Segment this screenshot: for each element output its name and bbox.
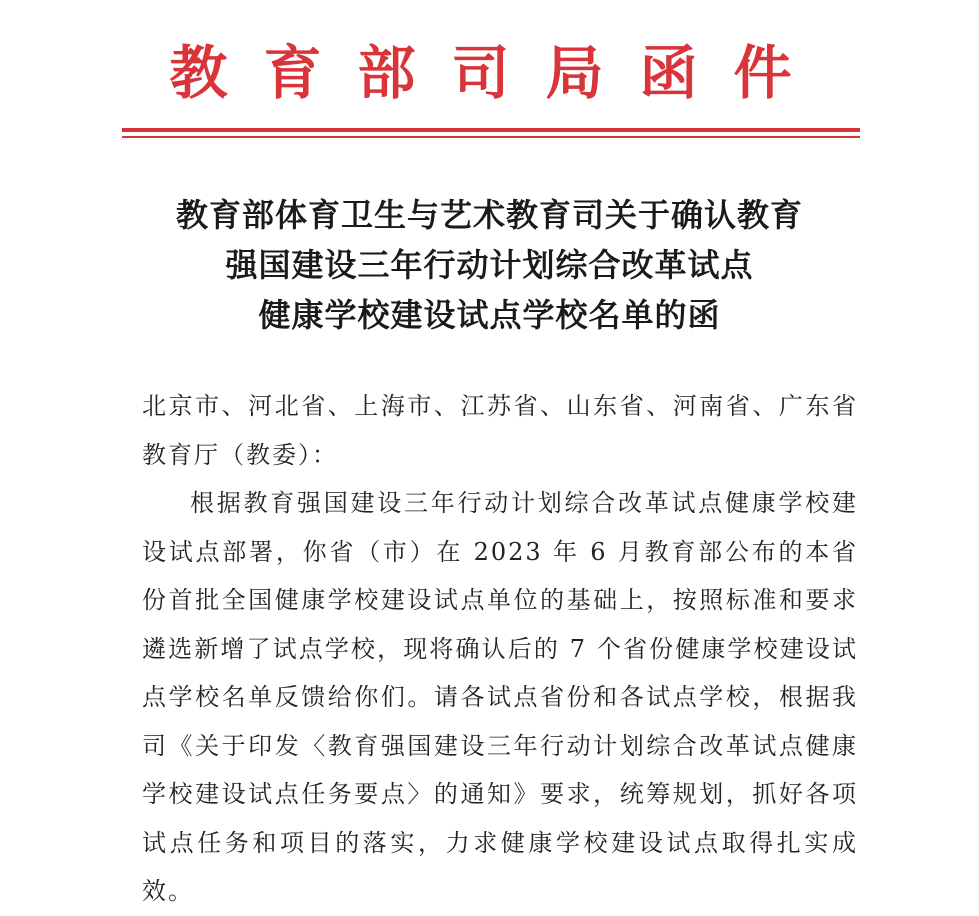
document-title: [0, 190, 979, 340]
letterhead-rule-thick: [122, 128, 860, 132]
addressee: 北京市、河北省、上海市、江苏省、山东省、河南省、广东省教育厅（教委）：: [142, 392, 858, 469]
letterhead-rule-thin: [122, 136, 860, 138]
document-title-line-1: 教育部体育卫生与艺术教育司关于确认教育: [175, 196, 803, 234]
document-body: [142, 382, 858, 916]
letterhead-title: 教育部司局函件: [169, 39, 828, 107]
document-title-line-2: 强国建设三年行动计划综合改革试点: [225, 246, 754, 284]
body-paragraph: 根据教育强国建设三年行动计划综合改革试点健康学校建设试点部署，你省（市）在 2023 年 6 月教育部公布的本省份首批全国健康学校建设试点单位的基础上，按照标准和要求遴选新增了试点学校，现将确认后的 7 个省份健康学校建设试点学校名单反馈给你们。请各试点省份和各试点学校，根据我司《关于印发〈教育强国建设三年行动计划综合改革试点健康学校建设试点任务要点〉的通知》要求，统筹规划，抓好各项试点任务和项目的落实，力求健康学校建设试点取得扎实成效。: [142, 489, 858, 905]
document-title-line-3: 健康学校建设试点学校名单的函: [258, 296, 721, 334]
